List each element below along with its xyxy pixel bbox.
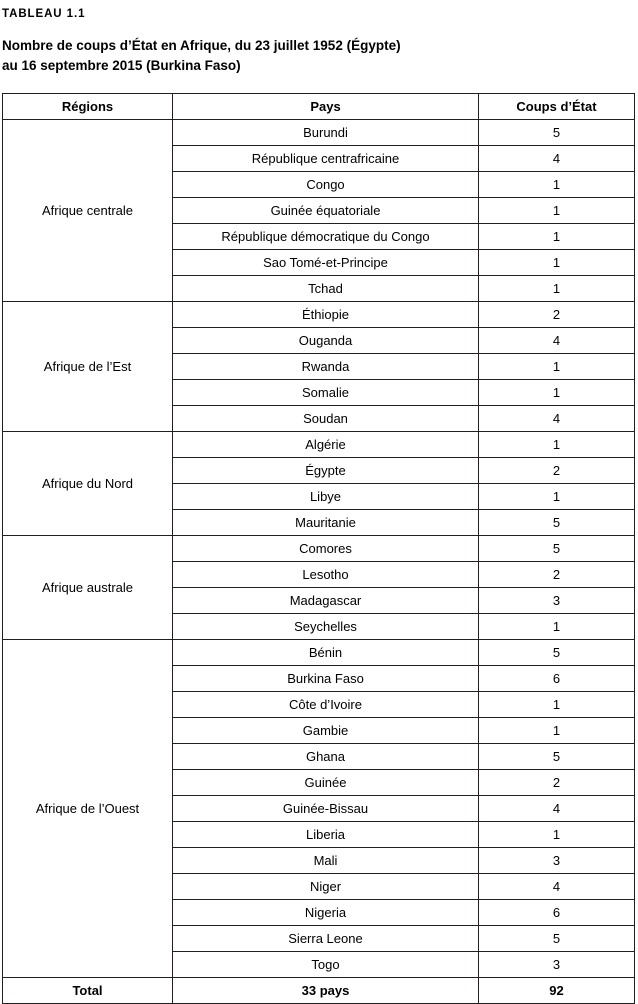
country-cell: Liberia <box>173 822 479 848</box>
country-cell: Tchad <box>173 276 479 302</box>
table-row <box>3 432 635 458</box>
column-header-country: Pays <box>173 94 479 120</box>
count-cell: 5 <box>479 536 635 562</box>
country-cell: Ghana <box>173 744 479 770</box>
table-body <box>3 120 635 1004</box>
country-cell: Congo <box>173 172 479 198</box>
country-cell: Ouganda <box>173 328 479 354</box>
total-country-cell: 33 pays <box>173 978 479 1004</box>
count-cell: 1 <box>479 198 635 224</box>
count-cell: 3 <box>479 588 635 614</box>
column-header-count: Coups d’État <box>479 94 635 120</box>
region-cell: Afrique de l’Ouest <box>3 640 173 978</box>
count-cell: 1 <box>479 276 635 302</box>
column-header-region: Régions <box>3 94 173 120</box>
table-row <box>3 120 635 146</box>
country-cell: Seychelles <box>173 614 479 640</box>
country-cell: Togo <box>173 952 479 978</box>
count-cell: 2 <box>479 302 635 328</box>
country-cell: Nigeria <box>173 900 479 926</box>
count-cell: 5 <box>479 120 635 146</box>
country-cell: Gambie <box>173 718 479 744</box>
count-cell: 1 <box>479 718 635 744</box>
country-cell: Guinée équatoriale <box>173 198 479 224</box>
count-cell: 6 <box>479 666 635 692</box>
country-cell: Soudan <box>173 406 479 432</box>
table-row <box>3 302 635 328</box>
count-cell: 5 <box>479 926 635 952</box>
country-cell: Rwanda <box>173 354 479 380</box>
country-cell: Madagascar <box>173 588 479 614</box>
count-cell: 1 <box>479 614 635 640</box>
count-cell: 1 <box>479 822 635 848</box>
count-cell: 1 <box>479 224 635 250</box>
table-number-label: TABLEAU 1.1 <box>2 8 86 20</box>
country-cell: Égypte <box>173 458 479 484</box>
region-cell: Afrique du Nord <box>3 432 173 536</box>
country-cell: Mali <box>173 848 479 874</box>
region-cell: Afrique centrale <box>3 120 173 302</box>
count-cell: 1 <box>479 354 635 380</box>
country-cell: Côte d’Ivoire <box>173 692 479 718</box>
count-cell: 1 <box>479 692 635 718</box>
country-cell: Sao Tomé-et-Principe <box>173 250 479 276</box>
count-cell: 1 <box>479 380 635 406</box>
country-cell: Lesotho <box>173 562 479 588</box>
country-cell: Niger <box>173 874 479 900</box>
table-header-row <box>3 94 635 120</box>
count-cell: 1 <box>479 484 635 510</box>
count-cell: 5 <box>479 744 635 770</box>
country-cell: Burundi <box>173 120 479 146</box>
country-cell: République démocratique du Congo <box>173 224 479 250</box>
title-line-2: au 16 septembre 2015 (Burkina Faso) <box>2 57 241 73</box>
page-title <box>2 36 636 75</box>
table-row <box>3 536 635 562</box>
table-header <box>3 94 635 120</box>
country-cell: Mauritanie <box>173 510 479 536</box>
total-row <box>3 978 635 1004</box>
count-cell: 4 <box>479 146 635 172</box>
table-row <box>3 640 635 666</box>
count-cell: 5 <box>479 640 635 666</box>
count-cell: 1 <box>479 432 635 458</box>
count-cell: 4 <box>479 406 635 432</box>
count-cell: 2 <box>479 562 635 588</box>
country-cell: Bénin <box>173 640 479 666</box>
count-cell: 5 <box>479 510 635 536</box>
count-cell: 1 <box>479 172 635 198</box>
country-cell: Éthiopie <box>173 302 479 328</box>
total-label-cell: Total <box>3 978 173 1004</box>
count-cell: 2 <box>479 458 635 484</box>
count-cell: 3 <box>479 952 635 978</box>
country-cell: Guinée <box>173 770 479 796</box>
count-cell: 1 <box>479 250 635 276</box>
count-cell: 2 <box>479 770 635 796</box>
count-cell: 6 <box>479 900 635 926</box>
region-cell: Afrique australe <box>3 536 173 640</box>
coups-detat-table <box>2 93 635 1004</box>
country-cell: République centrafricaine <box>173 146 479 172</box>
country-cell: Burkina Faso <box>173 666 479 692</box>
country-cell: Libye <box>173 484 479 510</box>
count-cell: 4 <box>479 328 635 354</box>
country-cell: Guinée-Bissau <box>173 796 479 822</box>
country-cell: Sierra Leone <box>173 926 479 952</box>
total-count-cell: 92 <box>479 978 635 1004</box>
title-line-1: Nombre de coups d’État en Afrique, du 23 juillet 1952 (Égypte) <box>2 38 401 53</box>
country-cell: Algérie <box>173 432 479 458</box>
country-cell: Somalie <box>173 380 479 406</box>
country-cell: Comores <box>173 536 479 562</box>
region-cell: Afrique de l’Est <box>3 302 173 432</box>
count-cell: 4 <box>479 796 635 822</box>
count-cell: 3 <box>479 848 635 874</box>
count-cell: 4 <box>479 874 635 900</box>
